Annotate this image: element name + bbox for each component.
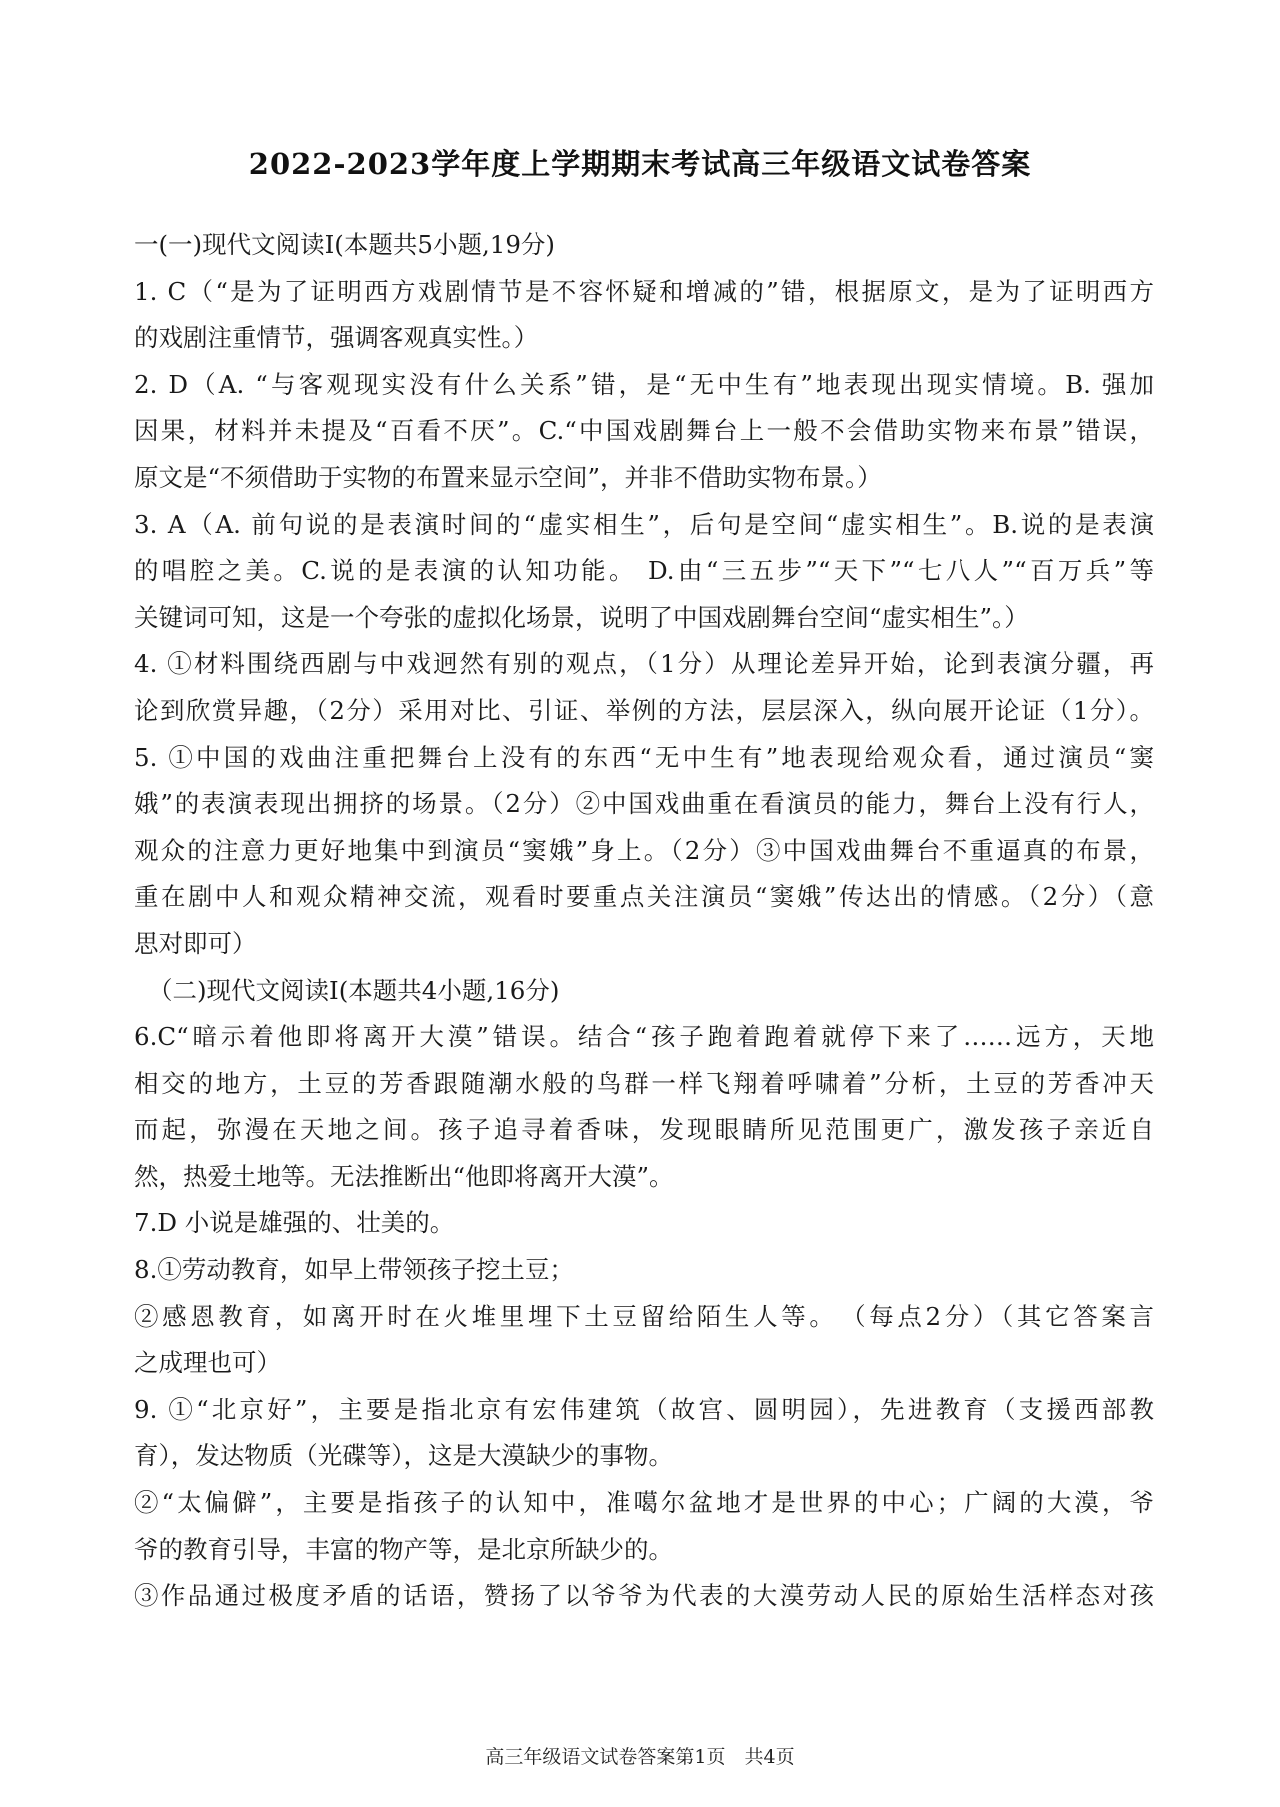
text-line: 而起，弥漫在天地之间。孩子追寻着香味，发现眼睛所见范围更广，激发孩子亲近自 bbox=[134, 1115, 1154, 1145]
text-line: 原文是“不须借助于实物的布置来显示空间”，并非不借助实物布景。） bbox=[134, 462, 882, 492]
text-line: 观众的注意力更好地集中到演员“窦娥”身上。（2分）③中国戏曲舞台不重逼真的布景， bbox=[134, 835, 1154, 865]
text-line: 重在剧中人和观众精神交流，观看时要重点关注演员“窦娥”传达出的情感。（2分）（意 bbox=[134, 882, 1154, 912]
text-line: 8.①劳动教育，如早上带领孩子挖土豆； bbox=[134, 1255, 574, 1285]
text-line: 相交的地方，土豆的芳香跟随潮水般的鸟群一样飞翔着呼啸着”分析，土豆的芳香冲天 bbox=[134, 1068, 1154, 1098]
text-line: （二)现代文阅读Ⅰ(本题共4小题,16分) bbox=[148, 975, 560, 1005]
text-line: 1. C（“是为了证明西方戏剧情节是不容怀疑和增减的”错，根据原文，是为了证明西方 bbox=[134, 276, 1154, 306]
text-line: 娥”的表演表现出拥挤的场景。（2分）②中国戏曲重在看演员的能力，舞台上没有行人， bbox=[134, 789, 1154, 819]
text-line: 关键词可知，这是一个夸张的虚拟化场景，说明了中国戏剧舞台空间“虚实相生”。） bbox=[134, 602, 1029, 632]
answer-body bbox=[134, 222, 1154, 1620]
text-line: 2. D（A. “与客观现实没有什么关系”错，是“无中生有”地表现出现实情境。B. 强加 bbox=[134, 369, 1154, 399]
text-line: 一(一)现代文阅读Ⅰ(本题共5小题,19分) bbox=[134, 230, 555, 259]
text-line: 因果，材料并未提及“百看不厌”。C.“中国戏剧舞台上一般不会借助实物来布景”错误， bbox=[134, 416, 1154, 446]
page-footer: 高三年级语文试卷答案第1页 共4页 bbox=[485, 1746, 795, 1768]
text-line: 3. A（A. 前句说的是表演时间的“虚实相生”，后句是空间“虚实相生”。B.说的是表演 bbox=[134, 509, 1154, 539]
text-line: ②“太偏僻”，主要是指孩子的认知中，准噶尔盆地才是世界的中心；广阔的大漠，爷 bbox=[134, 1488, 1154, 1518]
text-line: 之成理也可） bbox=[134, 1348, 281, 1378]
text-line: 的唱腔之美。C.说的是表演的认知功能。 D.由“三五步”“天下”“七八人”“百万兵”等 bbox=[134, 556, 1154, 586]
text-line: ③作品通过极度矛盾的话语，赞扬了以爷爷为代表的大漠劳动人民的原始生活样态对孩 bbox=[134, 1581, 1154, 1611]
text-line: ②感恩教育，如离开时在火堆里埋下土豆留给陌生人等。 （每点2分）（其它答案言 bbox=[134, 1301, 1154, 1331]
text-line: 6.C“暗示着他即将离开大漠”错误。结合“孩子跑着跑着就停下来了……远方，天地 bbox=[134, 1022, 1154, 1052]
text-line: 育），发达物质（光碟等），这是大漠缺少的事物。 bbox=[134, 1441, 673, 1471]
text-line: 思对即可） bbox=[134, 928, 257, 958]
text-line: 论到欣赏异趣，（2分）采用对比、引证、举例的方法，层层深入，纵向展开论证（1分）。 bbox=[134, 695, 1154, 725]
text-line: 5. ①中国的戏曲注重把舞台上没有的东西“无中生有”地表现给观众看，通过演员“窦 bbox=[134, 742, 1154, 772]
text-line: 的戏剧注重情节，强调客观真实性。） bbox=[134, 323, 539, 353]
text-line: 然，热爱土地等。无法推断出“他即将离开大漠”。 bbox=[134, 1161, 674, 1191]
document-title: 2022-2023学年度上学期期末考试高三年级语文试卷答案 bbox=[248, 147, 1032, 181]
text-line: 爷的教育引导，丰富的物产等，是北京所缺少的。 bbox=[134, 1534, 673, 1564]
text-line: 9. ①“北京好”，主要是指北京有宏伟建筑（故宫、圆明园），先进教育（支援西部教 bbox=[134, 1394, 1154, 1424]
text-line: 7.D 小说是雄强的、壮美的。 bbox=[134, 1208, 455, 1238]
text-line: 4. ①材料围绕西剧与中戏迥然有别的观点，（1分）从理论差异开始，论到表演分疆，再 bbox=[134, 649, 1154, 679]
